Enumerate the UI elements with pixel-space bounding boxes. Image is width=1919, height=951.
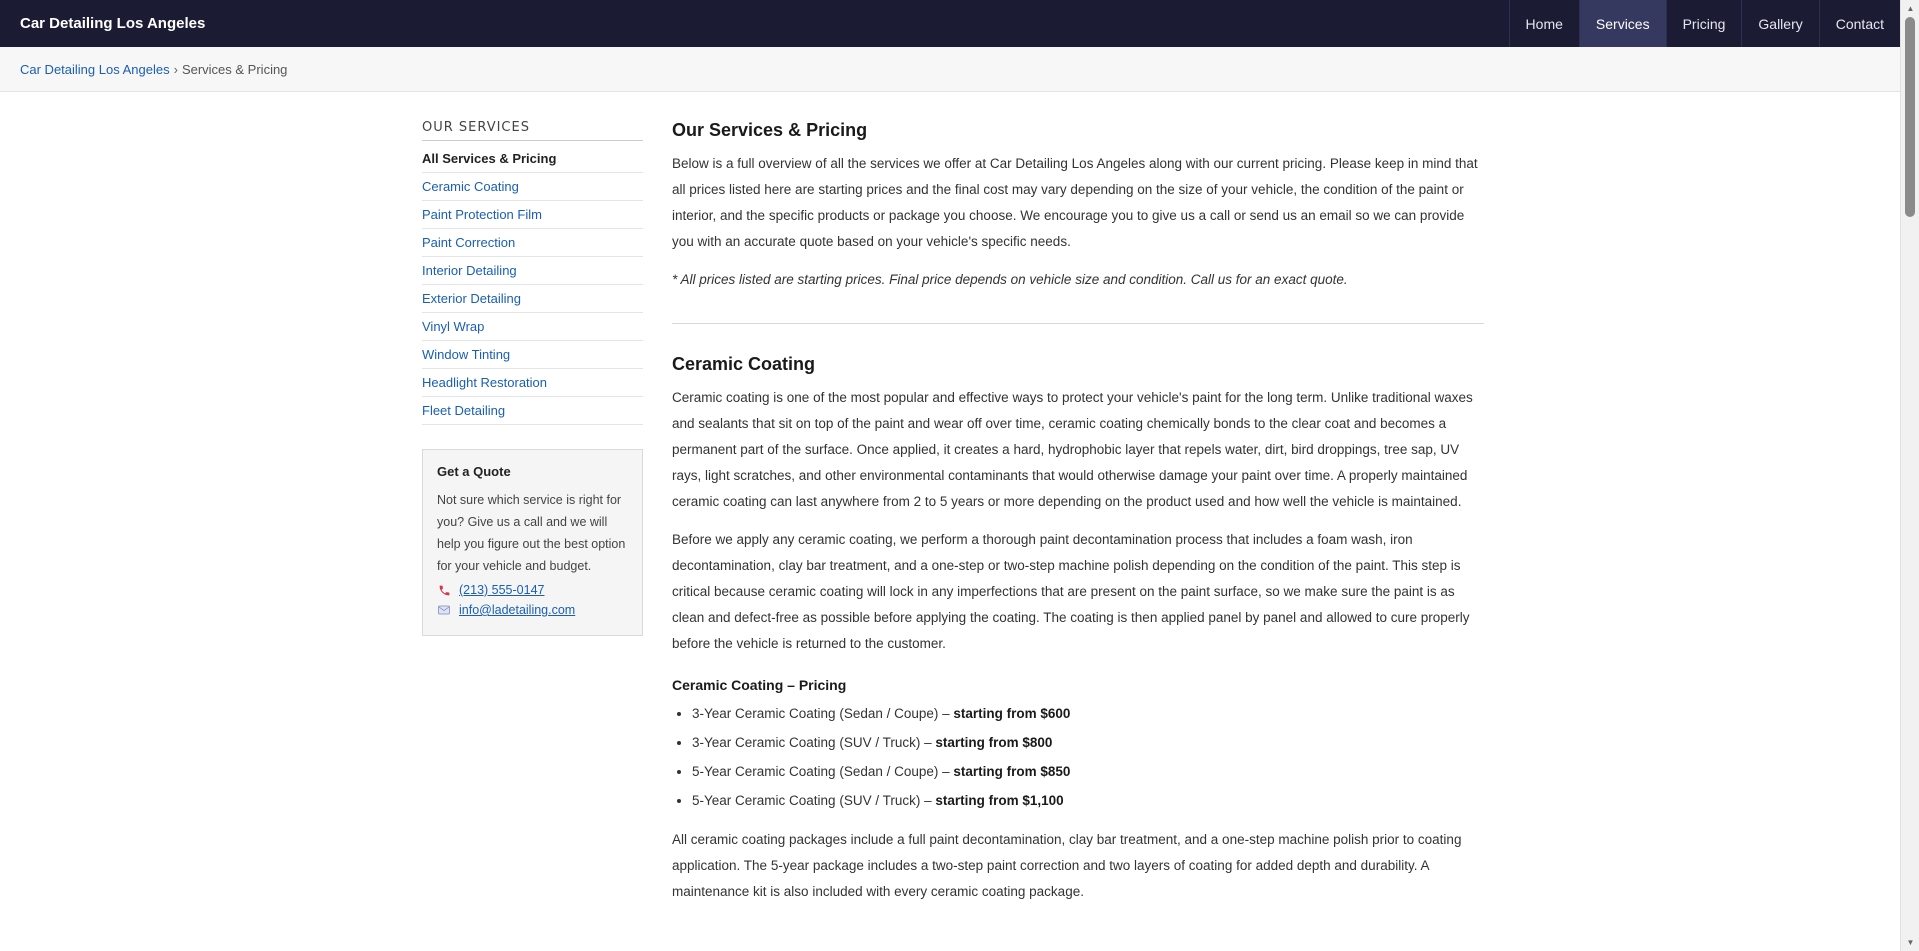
ceramic-paragraph-3: All ceramic coating packages include a full paint decontamination, clay bar treatment, and a one-step machine polish prior to coating application. The 5-year package includes a two-step paint correction and two layers of coating for added depth and durability. A maintenance kit is also included with every ceramic coating package. xyxy=(672,832,1462,899)
quote-phone-row xyxy=(437,583,628,597)
intro-paragraph: Below is a full overview of all the services we offer at Car Detailing Los Angeles along with our current pricing. Please keep in mind that all prices listed here are starting prices and the final cost may vary depending on the size of your vehicle, the condition of the paint or interior, and the specific products or package you choose. We encourage you to give us a call or send us an email so we can provide you with an accurate quote based on your vehicle's specific needs. xyxy=(672,156,1478,249)
breadcrumb-current: Services & Pricing xyxy=(181,61,288,77)
pricing-item-price: starting from $600 xyxy=(953,706,1071,721)
sidebar-link-exterior-detailing[interactable]: Exterior Detailing xyxy=(422,291,521,306)
sidebar-item xyxy=(422,173,643,201)
nav-services[interactable]: Services xyxy=(1579,0,1666,47)
nav-contact[interactable]: Contact xyxy=(1819,0,1900,47)
quote-phone-link[interactable]: (213) 555-0147 xyxy=(459,583,545,597)
sidebar-item xyxy=(422,229,643,257)
scroll-up-arrow-icon[interactable]: ▲ xyxy=(1906,4,1915,13)
quote-box xyxy=(422,449,643,636)
section-divider xyxy=(672,323,1484,324)
nav-pricing[interactable]: Pricing xyxy=(1666,0,1742,47)
sidebar-link-paint-protection-film[interactable]: Paint Protection Film xyxy=(422,207,542,222)
vertical-scrollbar[interactable] xyxy=(1900,0,1919,951)
breadcrumb-separator: › xyxy=(173,61,178,77)
scrollbar-thumb[interactable] xyxy=(1905,17,1915,217)
sidebar-link-fleet-detailing[interactable]: Fleet Detailing xyxy=(422,403,506,418)
ceramic-paragraph-2: Before we apply any ceramic coating, we perform a thorough paint decontamination process that includes a foam wash, iron decontamination, clay bar treatment, and a one-step or two-step machine polish depending on the condition of the paint. This step is critical because ceramic coating will lock in any imperfections that are present on the paint surface, so we make sure the paint is as clean and defect-free as possible before applying the coating. The coating is then applied panel by panel and allowed to cure properly before the vehicle is returned to the customer. xyxy=(672,532,1470,651)
pricing-item-name: 3-Year Ceramic Coating (SUV / Truck) – xyxy=(692,735,936,750)
list-item xyxy=(692,786,1484,815)
top-navbar xyxy=(0,0,1900,47)
pricing-note: * All prices listed are starting prices. Final price depends on vehicle size and condition. Call us for an exact quote. xyxy=(672,272,1348,287)
breadcrumb xyxy=(0,47,1900,92)
list-item xyxy=(692,699,1484,728)
page-title: Our Services & Pricing xyxy=(672,120,868,140)
site-brand[interactable]: Car Detailing Los Angeles xyxy=(20,15,206,32)
scroll-down-arrow-icon[interactable]: ▼ xyxy=(1906,938,1915,947)
sidebar-link-paint-correction[interactable]: Paint Correction xyxy=(422,235,516,250)
pricing-item-name: 3-Year Ceramic Coating (Sedan / Coupe) – xyxy=(692,706,954,721)
sidebar-link-window-tinting[interactable]: Window Tinting xyxy=(422,347,511,362)
phone-icon xyxy=(437,583,451,597)
services-sidebar xyxy=(422,120,643,636)
pricing-item-name: 5-Year Ceramic Coating (SUV / Truck) – xyxy=(692,793,936,808)
sidebar-item-all-services: All Services & Pricing xyxy=(422,145,643,173)
pricing-item-price: starting from $800 xyxy=(935,735,1053,750)
sidebar-link-ceramic-coating[interactable]: Ceramic Coating xyxy=(422,179,519,194)
quote-title: Get a Quote xyxy=(437,464,511,479)
main-nav xyxy=(1509,0,1900,47)
sidebar-link-vinyl-wrap[interactable]: Vinyl Wrap xyxy=(422,319,485,334)
pricing-item-price: starting from $850 xyxy=(953,764,1071,779)
pricing-item-name: 5-Year Ceramic Coating (Sedan / Coupe) – xyxy=(692,764,954,779)
sidebar-item xyxy=(422,397,643,425)
sidebar-item xyxy=(422,313,643,341)
quote-text: Not sure which service is right for you? Give us a call and we will help you figure out the best option for your vehicle and budget. xyxy=(437,493,626,573)
quote-email-link[interactable]: info@ladetailing.com xyxy=(459,603,576,617)
email-icon xyxy=(437,603,451,617)
list-item xyxy=(692,728,1484,757)
ceramic-paragraph-1: Ceramic coating is one of the most popular and effective ways to protect your vehicle's paint for the long term. Unlike traditional waxes and sealants that sit on top of the paint and wear off over time, ceramic coating chemically bonds to the clear coat and becomes a permanent part of the surface. Once applied, it creates a hard, hydrophobic layer that repels water, dirt, bird droppings, tree sap, UV rays, light scratches, and other environmental contaminants that would otherwise damage your paint over time. A properly maintained ceramic coating can last anywhere from 2 to 5 years or more depending on the product used and how well the vehicle is maintained. xyxy=(672,390,1473,509)
main-content xyxy=(672,120,1484,917)
sidebar-link-headlight-restoration[interactable]: Headlight Restoration xyxy=(422,375,548,390)
sidebar-item xyxy=(422,285,643,313)
ceramic-pricing-heading: Ceramic Coating – Pricing xyxy=(672,677,847,693)
quote-email-row xyxy=(437,603,628,617)
ceramic-pricing-list xyxy=(692,699,1484,815)
list-item xyxy=(692,757,1484,786)
pricing-item-price: starting from $1,100 xyxy=(935,793,1064,808)
nav-home[interactable]: Home xyxy=(1509,0,1579,47)
sidebar-heading: OUR SERVICES xyxy=(422,120,643,141)
breadcrumb-home-link[interactable]: Car Detailing Los Angeles xyxy=(20,61,170,77)
nav-gallery[interactable]: Gallery xyxy=(1741,0,1818,47)
sidebar-item xyxy=(422,369,643,397)
ceramic-coating-heading: Ceramic Coating xyxy=(672,354,816,374)
sidebar-item xyxy=(422,257,643,285)
sidebar-item xyxy=(422,201,643,229)
sidebar-link-interior-detailing[interactable]: Interior Detailing xyxy=(422,263,517,278)
sidebar-item xyxy=(422,341,643,369)
